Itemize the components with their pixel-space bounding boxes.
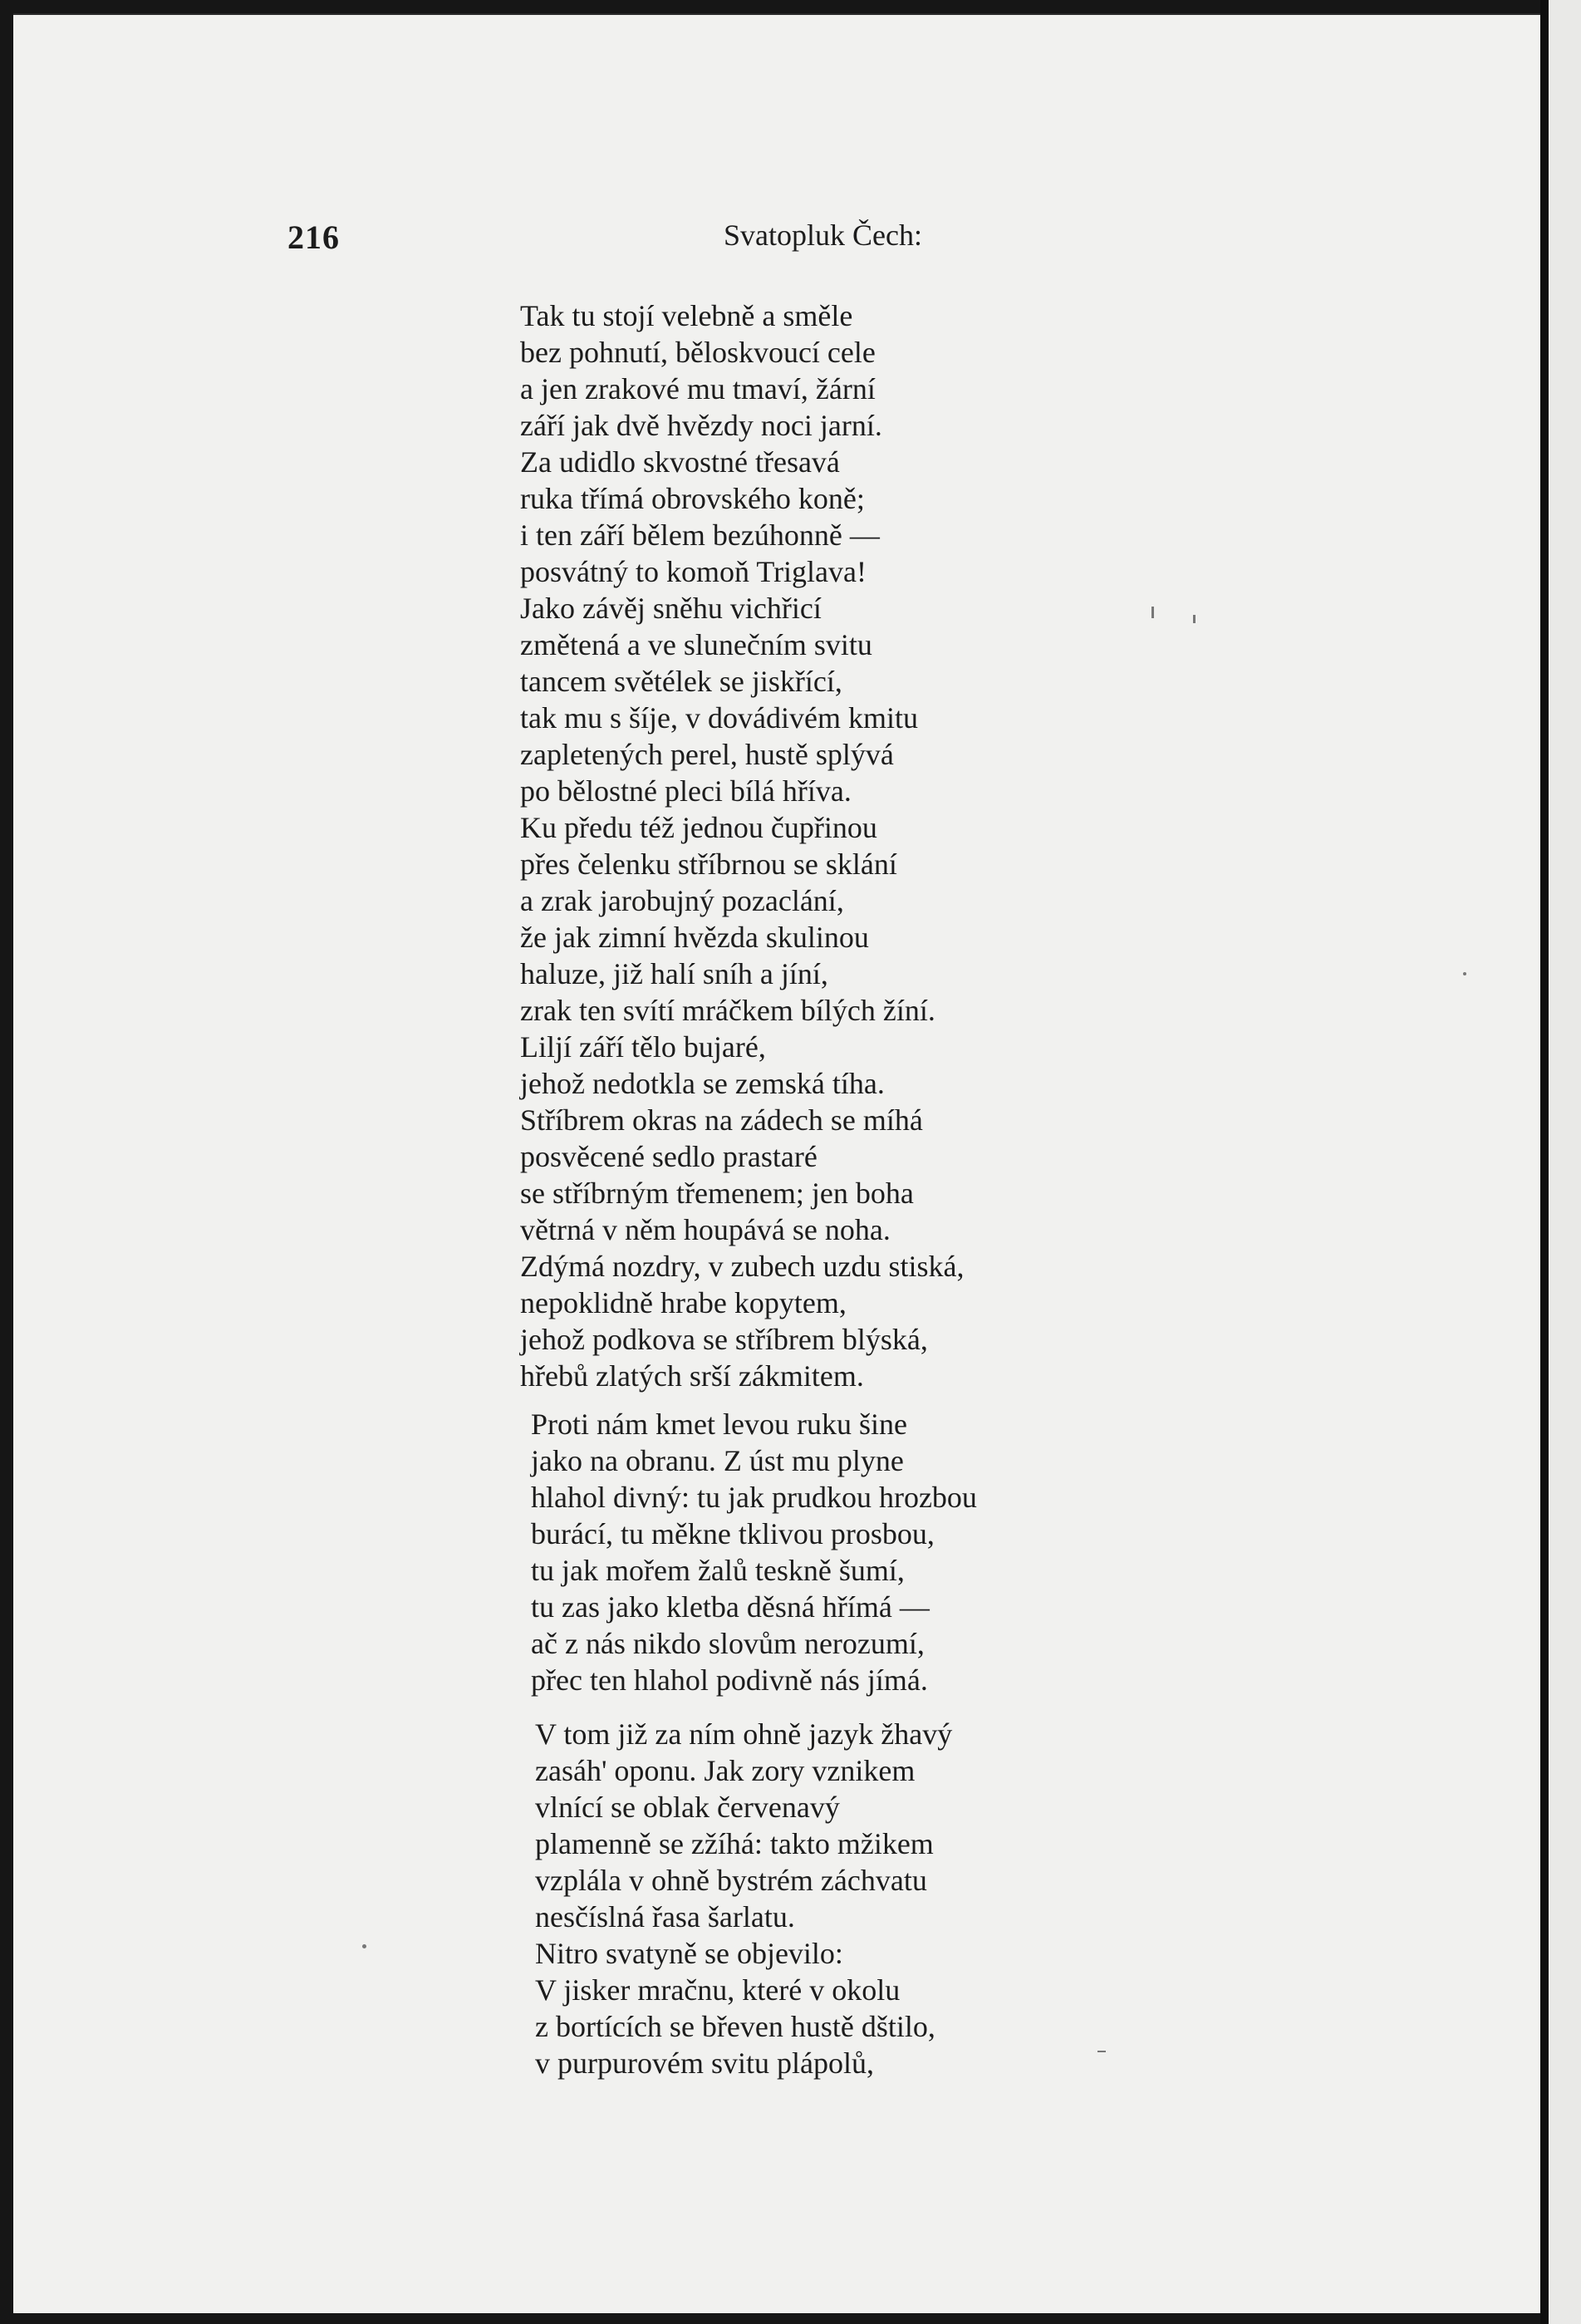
poem-line: tancem světélek se jiskřící, — [520, 665, 842, 698]
poem-line: ač z nás nikdo slovům nerozumí, — [531, 1627, 925, 1660]
scan-speck — [1463, 972, 1466, 975]
poem-line: Tak tu stojí velebně a směle — [520, 299, 853, 332]
poem-line: Zdýmá nozdry, v zubech uzdu stiská, — [520, 1250, 965, 1283]
poem-line: Liljí září tělo bujaré, — [520, 1030, 766, 1064]
poem-line: vlnící se oblak červenavý — [535, 1791, 840, 1824]
poem-line: nesčíslná řasa šarlatu. — [535, 1900, 795, 1933]
adjacent-page-strip — [1549, 0, 1581, 2324]
poem-line: bez pohnutí, běloskvoucí cele — [520, 336, 876, 369]
scan-speck — [1097, 2051, 1106, 2052]
poem-line: Jako závěj sněhu vichřicí — [520, 592, 822, 625]
poem-line: ruka třímá obrovského koně; — [520, 482, 865, 515]
poem-stanza — [531, 1406, 977, 1698]
poem-line: zapletených perel, hustě splývá — [520, 738, 894, 771]
scan-speck — [1151, 607, 1154, 618]
poem-line: přes čelenku stříbrnou se sklání — [520, 848, 897, 881]
poem-line: jehož nedotkla se zemská tíha. — [520, 1067, 885, 1100]
poem-line: tu jak mořem žalů teskně šumí, — [531, 1554, 905, 1587]
poem-line: Ku předu též jednou čupřinou — [520, 811, 877, 844]
poem-line: zrak ten svítí mráčkem bílých žíní. — [520, 994, 935, 1027]
running-head: Svatopluk Čech: — [724, 219, 922, 252]
poem-line: že jak zimní hvězda skulinou — [520, 921, 869, 954]
poem-line: plamenně se zžíhá: takto mžikem — [535, 1827, 934, 1860]
poem-line: posvěcené sedlo prastaré — [520, 1140, 818, 1173]
poem-line: a zrak jarobujný pozaclání, — [520, 884, 844, 917]
poem-line: i ten září bělem bezúhonně — — [520, 518, 880, 552]
poem-line: vzplála v ohně bystrém záchvatu — [535, 1864, 927, 1897]
poem-line: se stříbrným třemenem; jen boha — [520, 1177, 914, 1210]
page-paper — [13, 13, 1540, 2313]
page-header — [13, 218, 1540, 259]
poem-line: změtená a ve slunečním svitu — [520, 628, 872, 661]
page-number: 216 — [287, 219, 340, 256]
poem-line: v purpurovém svitu plápolů, — [535, 2046, 874, 2080]
poem-line: Za udidlo skvostné třesavá — [520, 445, 840, 479]
poem-line: zasáh' oponu. Jak zory vznikem — [535, 1754, 916, 1787]
poem-stanza — [520, 297, 965, 1394]
poem-line: hřebů zlatých srší zákmitem. — [520, 1359, 864, 1393]
page-right-edge — [1540, 0, 1549, 2324]
poem-line: Stříbrem okras na zádech se míhá — [520, 1103, 923, 1137]
scan-speck — [1193, 615, 1196, 623]
poem-line: tu zas jako kletba děsná hřímá — — [531, 1590, 930, 1624]
poem-stanza — [535, 1716, 952, 2081]
poem-line: září jak dvě hvězdy noci jarní. — [520, 409, 882, 442]
scan-speck — [362, 1944, 366, 1948]
poem-line: přec ten hlahol podivně nás jímá. — [531, 1663, 928, 1697]
poem-line: posvátný to komoň Triglava! — [520, 555, 867, 588]
poem-line: V tom již za ním ohně jazyk žhavý — [535, 1717, 953, 1751]
poem-line: Nitro svatyně se objevilo: — [535, 1937, 843, 1970]
poem-line: V jisker mračnu, které v okolu — [535, 1973, 901, 2007]
poem-line: nepoklidně hrabe kopytem, — [520, 1286, 847, 1319]
poem-line: hlahol divný: tu jak prudkou hrozbou — [531, 1481, 977, 1514]
poem-line: haluze, již halí sníh a jíní, — [520, 957, 828, 990]
poem-line: tak mu s šíje, v dovádivém kmitu — [520, 701, 918, 735]
poem-line: a jen zrakové mu tmaví, žární — [520, 372, 876, 405]
poem-line: z bortících se břeven hustě dštilo, — [535, 2010, 935, 2043]
poem-line: po bělostné pleci bílá hříva. — [520, 774, 852, 808]
poem-line: jako na obranu. Z úst mu plyne — [531, 1444, 904, 1477]
poem-line: burácí, tu měkne tklivou prosbou, — [531, 1517, 935, 1550]
poem-line: větrná v něm houpává se noha. — [520, 1213, 891, 1246]
poem-line: Proti nám kmet levou ruku šine — [531, 1408, 907, 1441]
poem-line: jehož podkova se stříbrem blýská, — [520, 1323, 928, 1356]
